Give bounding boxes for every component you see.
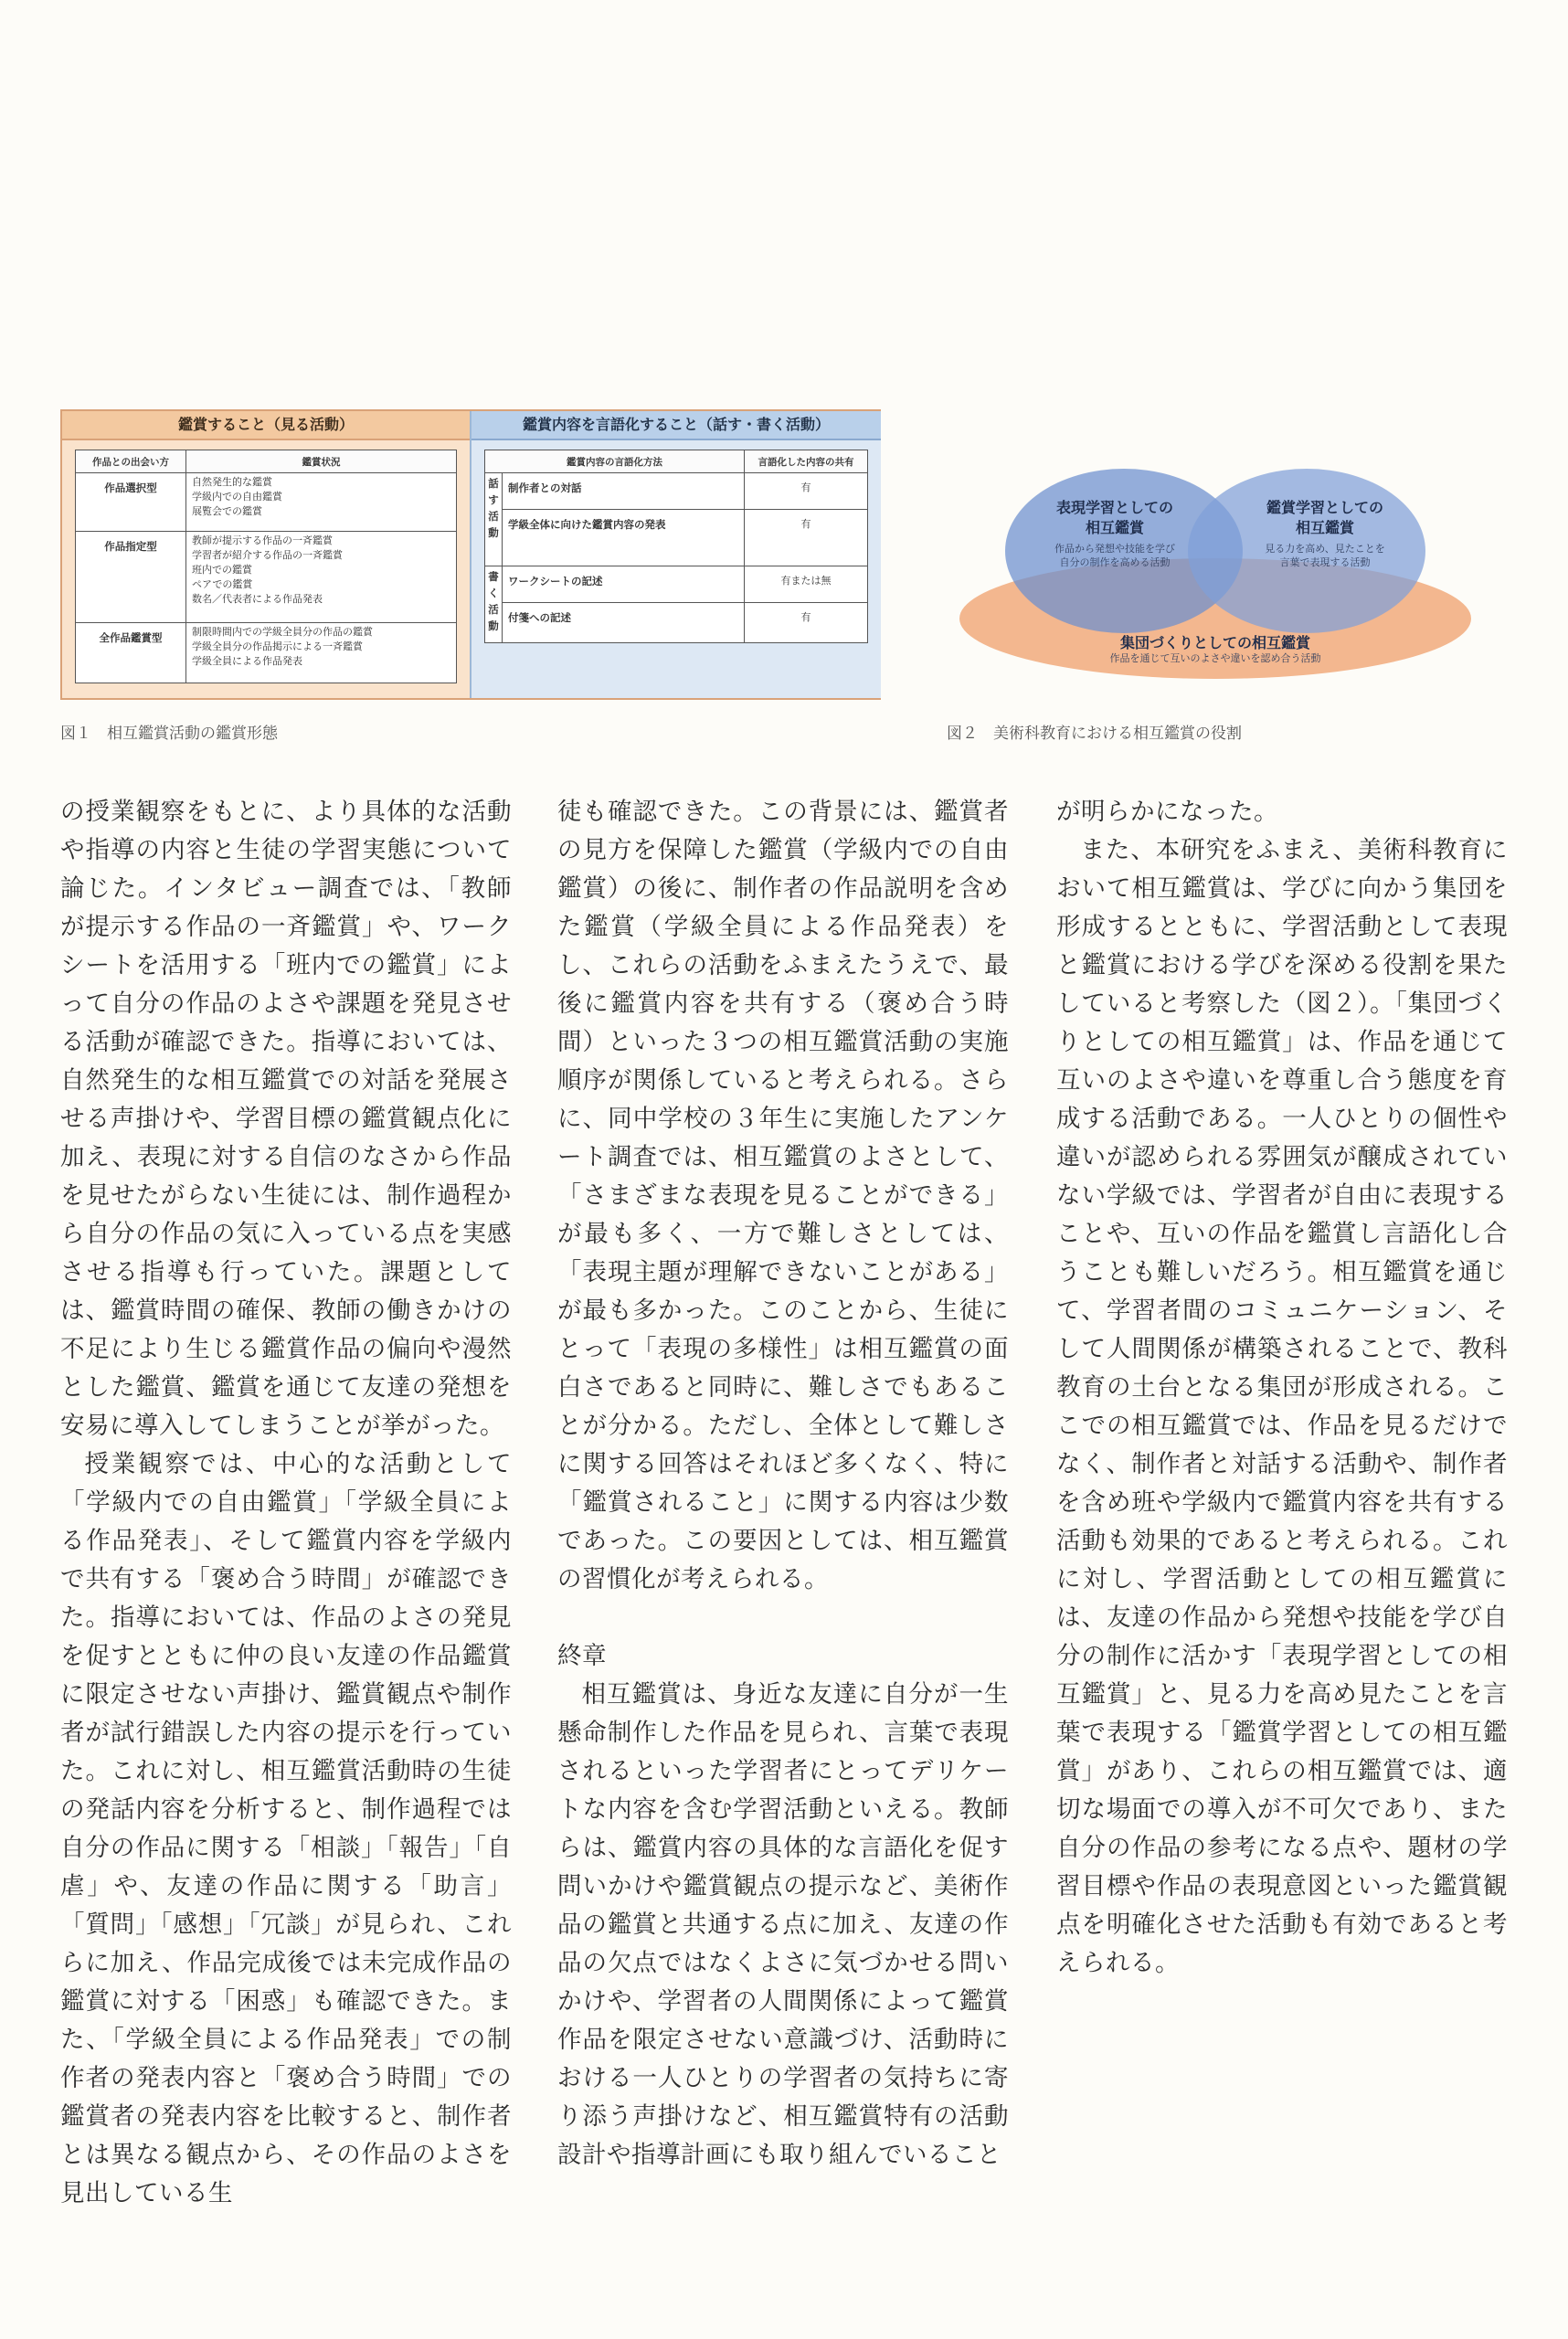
- appreciation-learning-desc: 見る力を高め、見たことを 言葉で表現する活動: [1265, 543, 1385, 568]
- speak-activity-label: [485, 473, 503, 566]
- situation-item: 班内での鑑賞: [192, 564, 252, 576]
- table-header: 作品との出会い方: [76, 450, 186, 473]
- encounter-type: 作品指定型: [76, 532, 186, 623]
- situation-item: 展覧会での鑑賞: [192, 505, 262, 517]
- paragraph: 授業観察では、中心的な活動として「学級内での自由鑑賞」「学級全員による作品発表」、そして鑑賞内容を学級内で共有する「褒め合う時間」が確認できた。指導においては、作品のよさの発見を促すとともに仲の良い友達の作品鑑賞に限定させない声掛け、鑑賞観点や制作者が試行錯誤した内容の提示を行っていた。これに対し、相互鑑賞活動時の生徒の発話内容を分析すると、制作過程では自分の作品に関する「相談」「報告」「自虐」や、友達の作品に関する「助言」「質問」「感想」「冗談」が見られ、これらに加え、作品完成後では未完成作品の鑑賞に対する「困惑」も確認できた。また、「学級全員による作品発表」での制作者の発表内容と「褒め合う時間」での鑑賞者の発表内容を比較すると、制作者とは異なる観点から、その作品のよさを見出している生: [60, 1450, 512, 2207]
- situation-cell: [186, 623, 457, 683]
- situation-item: 数名／代表者による作品発表: [192, 593, 323, 605]
- paragraph: が明らかになった。: [1056, 798, 1278, 826]
- method-cell: 付箋への記述: [503, 603, 745, 643]
- paragraph: また、本研究をふまえ、美術科教育において相互鑑賞は、学びに向かう集団を形成するとともに、学習活動として表現と鑑賞における学びを深める役割を果たしていると考察した（図２）。「集団づくりとしての相互鑑賞」は、作品を通じて互いのよさや違いを尊重し合う態度を育成する活動である。一人ひとりの個性や違いが認められる雰囲気が醸成されていない学級では、学習者が自由に表現することや、互いの作品を鑑賞し言語化し合うことも難しいだろう。相互鑑賞を通じて、学習者間のコミュニケーション、そして人間関係が構築されることで、教科教育の土台となる集団が形成される。ここでの相互鑑賞では、作品を見るだけでなく、制作者と対話する活動や、制作者を含め班や学級内で鑑賞内容を共有する活動も効果的であると考えられる。これに対し、学習活動としての相互鑑賞には、友達の作品から発想や技能を学び自分の制作に活かす「表現学習としての相互鑑賞」と、見る力を高め見たことを言葉で表現する「鑑賞学習としての相互鑑賞」があり、これらの相互鑑賞では、適切な場面での導入が不可欠であり、また自分の作品の参考になる点や、題材の学習目標や作品の表現意図といった鑑賞観点を明確化させた活動も有効であると考えられる。: [1056, 836, 1508, 1977]
- viewing-forms-table: [75, 450, 457, 683]
- situation-cell: [186, 532, 457, 623]
- table-row: [76, 623, 457, 683]
- figure-2-caption: 図２ 美術科教育における相互鑑賞の役割: [947, 725, 1242, 743]
- figure-1-caption: 図１ 相互鑑賞活動の鑑賞形態: [60, 725, 278, 743]
- text-column-2: [557, 793, 1009, 2175]
- paragraph: 徒も確認できた。この背景には、鑑賞者の見方を保障した鑑賞（学級内での自由鑑賞）の後に、制作者の作品説明を含めた鑑賞（学級全員による作品発表）をし、これらの活動をふまえたうえで、最後に鑑賞内容を共有する（褒め合う時間）といった３つの相互鑑賞活動の実施順序が関係していると考えられる。さらに、同中学校の３年生に実施したアンケート調査では、相互鑑賞のよさとして、「さまざまな表現を見ることができる」が最も多く、一方で難しさとしては、「表現主題が理解できないことがある」が最も多かった。このことから、生徒にとって「表現の多様性」は相互鑑賞の面白さであると同時に、難しさでもあることが分かる。ただし、全体として難しさに関する回答はそれほど多くなく、特に「鑑賞されること」に関する内容は少数であった。この要因としては、相互鑑賞の習慣化が考えられる。: [557, 798, 1009, 1593]
- speak-activity-text: 話 す 活 動: [488, 477, 499, 539]
- table-header: 言語化した内容の共有: [745, 450, 868, 473]
- situation-item: 自然発生的な鑑賞: [192, 476, 272, 488]
- figure-1-right-panel: [470, 411, 881, 698]
- encounter-type: 作品選択型: [76, 473, 186, 532]
- situation-cell: [186, 473, 457, 532]
- verbalization-table: [484, 450, 868, 643]
- write-activity-label: [485, 566, 503, 643]
- share-cell: 有: [745, 510, 868, 566]
- share-cell: 有: [745, 603, 868, 643]
- situation-item: 学級内での自由鑑賞: [192, 491, 282, 503]
- method-cell: ワークシートの記述: [503, 566, 745, 603]
- method-cell: 学級全体に向けた鑑賞内容の発表: [503, 510, 745, 566]
- group-building-desc: 作品を通じて互いのよさや違いを認め合う活動: [1109, 652, 1321, 664]
- situation-item: 学級全員分の作品掲示による一斉鑑賞: [192, 640, 363, 652]
- table-header: 鑑賞内容の言語化方法: [485, 450, 745, 473]
- table-row: [485, 566, 868, 603]
- appreciation-learning-title: 鑑賞学習としての 相互鑑賞: [1266, 499, 1383, 536]
- encounter-type: 全作品鑑賞型: [76, 623, 186, 683]
- figure-1-right-header: 鑑賞内容を言語化すること（話す・書く活動）: [471, 411, 881, 440]
- write-activity-text: 書 く 活 動: [488, 570, 499, 632]
- situation-item: 学習者が紹介する作品の一斉鑑賞: [192, 549, 343, 561]
- method-cell: 制作者との対話: [503, 473, 745, 510]
- table-header: 鑑賞状況: [186, 450, 457, 473]
- situation-item: ペアでの鑑賞: [192, 578, 253, 590]
- figure-1-left-panel: [62, 411, 470, 698]
- paragraph: の授業観察をもとに、より具体的な活動や指導の内容と生徒の学習実態について論じた。インタビュー調査では、「教師が提示する作品の一斉鑑賞」や、ワークシートを活用する「班内での鑑賞」によって自分の作品のよさや課題を発見させる活動が確認できた。指導においては、自然発生的な相互鑑賞での対話を発展させる声掛けや、学習目標の鑑賞観点化に加え、表現に対する自信のなさから作品を見せたがらない生徒には、制作過程から自分の作品の気に入っている点を実感させる指導も行っていた。課題としては、鑑賞時間の確保、教師の働きかけの不足により生じる鑑賞作品の偏向や漫然とした鑑賞、鑑賞を通じて友達の発想を安易に導入してしまうことが挙がった。: [60, 798, 512, 1440]
- group-building-title: 集団づくりとしての相互鑑賞: [1119, 634, 1310, 651]
- figure-1-left-header: 鑑賞すること（見る活動）: [62, 411, 470, 440]
- text-column-1: [60, 793, 512, 2213]
- share-cell: 有: [745, 473, 868, 510]
- expression-learning-title: 表現学習としての 相互鑑賞: [1055, 499, 1173, 536]
- table-row: [485, 473, 868, 510]
- figure-1: [60, 409, 881, 700]
- situation-item: 制限時間内での学級全員分の作品の鑑賞: [192, 626, 373, 638]
- figure-2: [959, 461, 1471, 681]
- situation-item: 教師が提示する作品の一斉鑑賞: [192, 534, 333, 546]
- situation-item: 学級全員による作品発表: [192, 655, 302, 667]
- share-cell: 有または無: [745, 566, 868, 603]
- table-row: [76, 473, 457, 532]
- text-column-3: [1056, 793, 1508, 1983]
- paragraph: 相互鑑賞は、身近な友達に自分が一生懸命制作した作品を見られ、言葉で表現されるといった学習者にとってデリケートな内容を含む学習活動といえる。教師らは、鑑賞内容の具体的な言語化を促す問いかけや鑑賞観点の提示など、美術作品の鑑賞と共通する点に加え、友達の作品の欠点ではなくよさに気づかせる問いかけや、学習者の人間関係によって鑑賞作品を限定させない意識づけ、活動時における一人ひとりの学習者の気持ちに寄り添う声掛けなど、相互鑑賞特有の活動設計や指導計画にも取り組んでいること: [557, 1680, 1009, 2169]
- expression-learning-desc: 作品から発想や技能を学び 自分の制作を高める活動: [1054, 543, 1175, 568]
- table-row: [485, 603, 868, 643]
- table-row: [485, 510, 868, 566]
- section-heading: 終章: [557, 1642, 607, 1670]
- table-row: [76, 532, 457, 623]
